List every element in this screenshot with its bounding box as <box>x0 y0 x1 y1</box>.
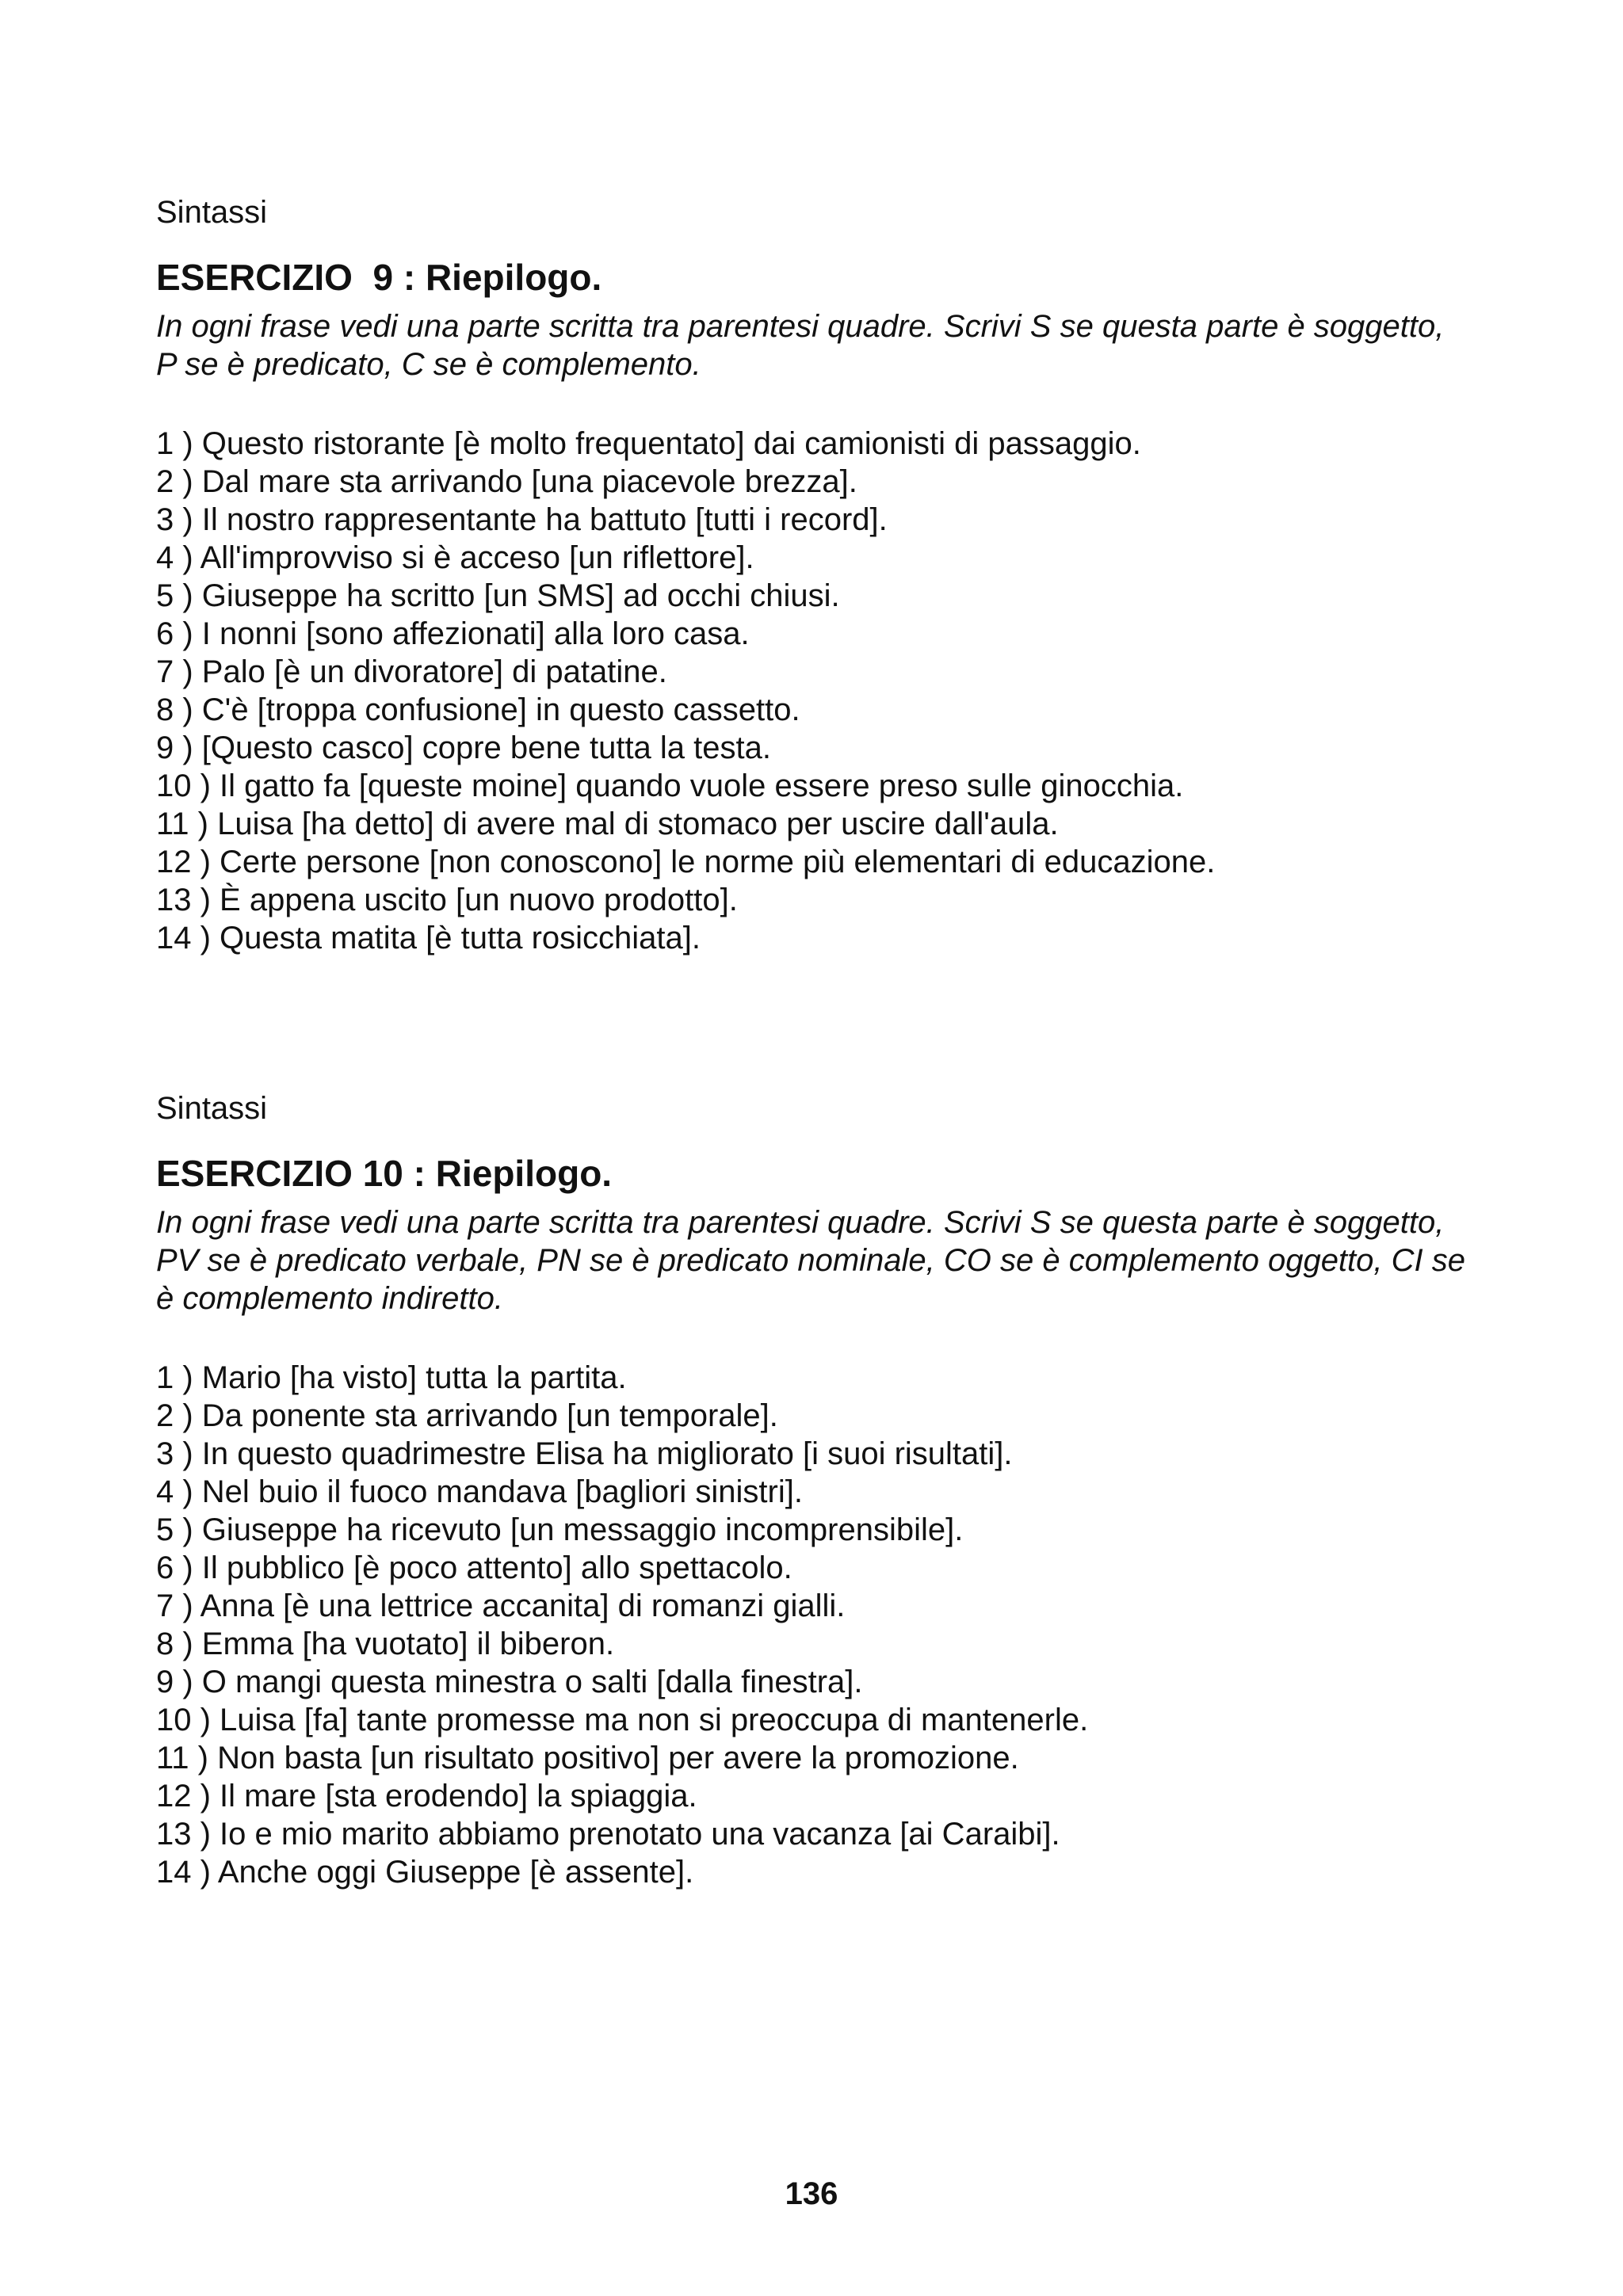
exercise-9-sentence-4: 4 ) All'improvviso si è acceso [un riflettore]. <box>156 540 754 575</box>
exercise-9-sentence-7: 7 ) Palo [è un divoratore] di patatine. <box>156 654 667 689</box>
exercise-10-sentence-13: 13 ) Io e mio marito abbiamo prenotato una vacanza [ai Caraibi]. <box>156 1817 1060 1852</box>
exercise-10-section <box>156 1089 1487 1891</box>
exercise-9-sentence-9: 9 ) [Questo casco] copre bene tutta la testa. <box>156 730 771 765</box>
exercise-9-sentence-6: 6 ) I nonni [sono affezionati] alla loro casa. <box>156 616 750 651</box>
page-number: 136 <box>785 2176 838 2211</box>
exercise-9-section <box>156 193 1487 957</box>
exercise-9-sentence-14: 14 ) Questa matita [è tutta rosicchiata]. <box>156 921 701 955</box>
exercise-10-sentence-12: 12 ) Il mare [sta erodendo] la spiaggia. <box>156 1779 697 1814</box>
exercise-9-sentence-1: 1 ) Questo ristorante [è molto frequentato] dai camionisti di passaggio. <box>156 426 1141 461</box>
exercise-10-sentence-1: 1 ) Mario [ha visto] tutta la partita. <box>156 1360 627 1395</box>
exercise-9-instructions: In ogni frase vedi una parte scritta tra parentesi quadre. Scrivi S se questa parte è soggetto, P se è predicato, C se è complemento. <box>156 309 1445 382</box>
exercise-9-sentence-11: 11 ) Luisa [ha detto] di avere mal di stomaco per uscire dall'aula. <box>156 807 1059 841</box>
exercise-10-sentence-4: 4 ) Nel buio il fuoco mandava [bagliori sinistri]. <box>156 1474 803 1509</box>
exercise-10-sentence-5: 5 ) Giuseppe ha ricevuto [un messaggio incomprensibile]. <box>156 1512 964 1547</box>
exercise-10-sentence-9: 9 ) O mangi questa minestra o salti [dalla finestra]. <box>156 1665 863 1699</box>
exercise-10-sentence-7: 7 ) Anna [è una lettrice accanita] di romanzi gialli. <box>156 1589 846 1623</box>
exercise-10-sentence-14: 14 ) Anche oggi Giuseppe [è assente]. <box>156 1855 694 1890</box>
exercise-10-sentence-10: 10 ) Luisa [fa] tante promesse ma non si preoccupa di mantenerle. <box>156 1703 1089 1737</box>
exercise-9-sentence-5: 5 ) Giuseppe ha scritto [un SMS] ad occhi chiusi. <box>156 578 840 613</box>
exercise-9-sentence-3: 3 ) Il nostro rappresentante ha battuto [tutti i record]. <box>156 502 888 537</box>
exercise-10-sentence-3: 3 ) In questo quadrimestre Elisa ha migliorato [i suoi risultati]. <box>156 1436 1013 1471</box>
exercise-9-sentence-12: 12 ) Certe persone [non conoscono] le norme più elementari di educazione. <box>156 845 1216 879</box>
exercise-10-sentence-2: 2 ) Da ponente sta arrivando [un temporale]. <box>156 1398 778 1433</box>
exercise-9-sentence-2: 2 ) Dal mare sta arrivando [una piacevole brezza]. <box>156 464 857 499</box>
exercise-10-sentence-8: 8 ) Emma [ha vuotato] il biberon. <box>156 1627 615 1661</box>
exercise-9-sentence-10: 10 ) Il gatto fa [queste moine] quando vuole essere preso sulle ginocchia. <box>156 769 1184 803</box>
exercise-9-sentence-list <box>156 425 1487 957</box>
exercise-9-topic: Sintassi <box>156 195 268 230</box>
exercise-10-instructions: In ogni frase vedi una parte scritta tra parentesi quadre. Scrivi S se questa parte è soggetto, PV se è predicato verbale, PN se è predicato nominale, CO se è complemento oggetto, CI se è complemento indiretto. <box>156 1205 1465 1316</box>
exercise-10-sentence-list <box>156 1359 1487 1891</box>
exercise-10-sentence-11: 11 ) Non basta [un risultato positivo] per avere la promozione. <box>156 1741 1019 1775</box>
exercise-10-topic: Sintassi <box>156 1091 268 1126</box>
exercise-9-sentence-13: 13 ) È appena uscito [un nuovo prodotto]. <box>156 883 738 917</box>
exercise-9-sentence-8: 8 ) C'è [troppa confusione] in questo cassetto. <box>156 692 800 727</box>
exercise-9-heading: ESERCIZIO 9 : Riepilogo. <box>156 257 602 298</box>
exercise-10-heading: ESERCIZIO 10 : Riepilogo. <box>156 1153 613 1194</box>
exercise-10-sentence-6: 6 ) Il pubblico [è poco attento] allo spettacolo. <box>156 1550 792 1585</box>
